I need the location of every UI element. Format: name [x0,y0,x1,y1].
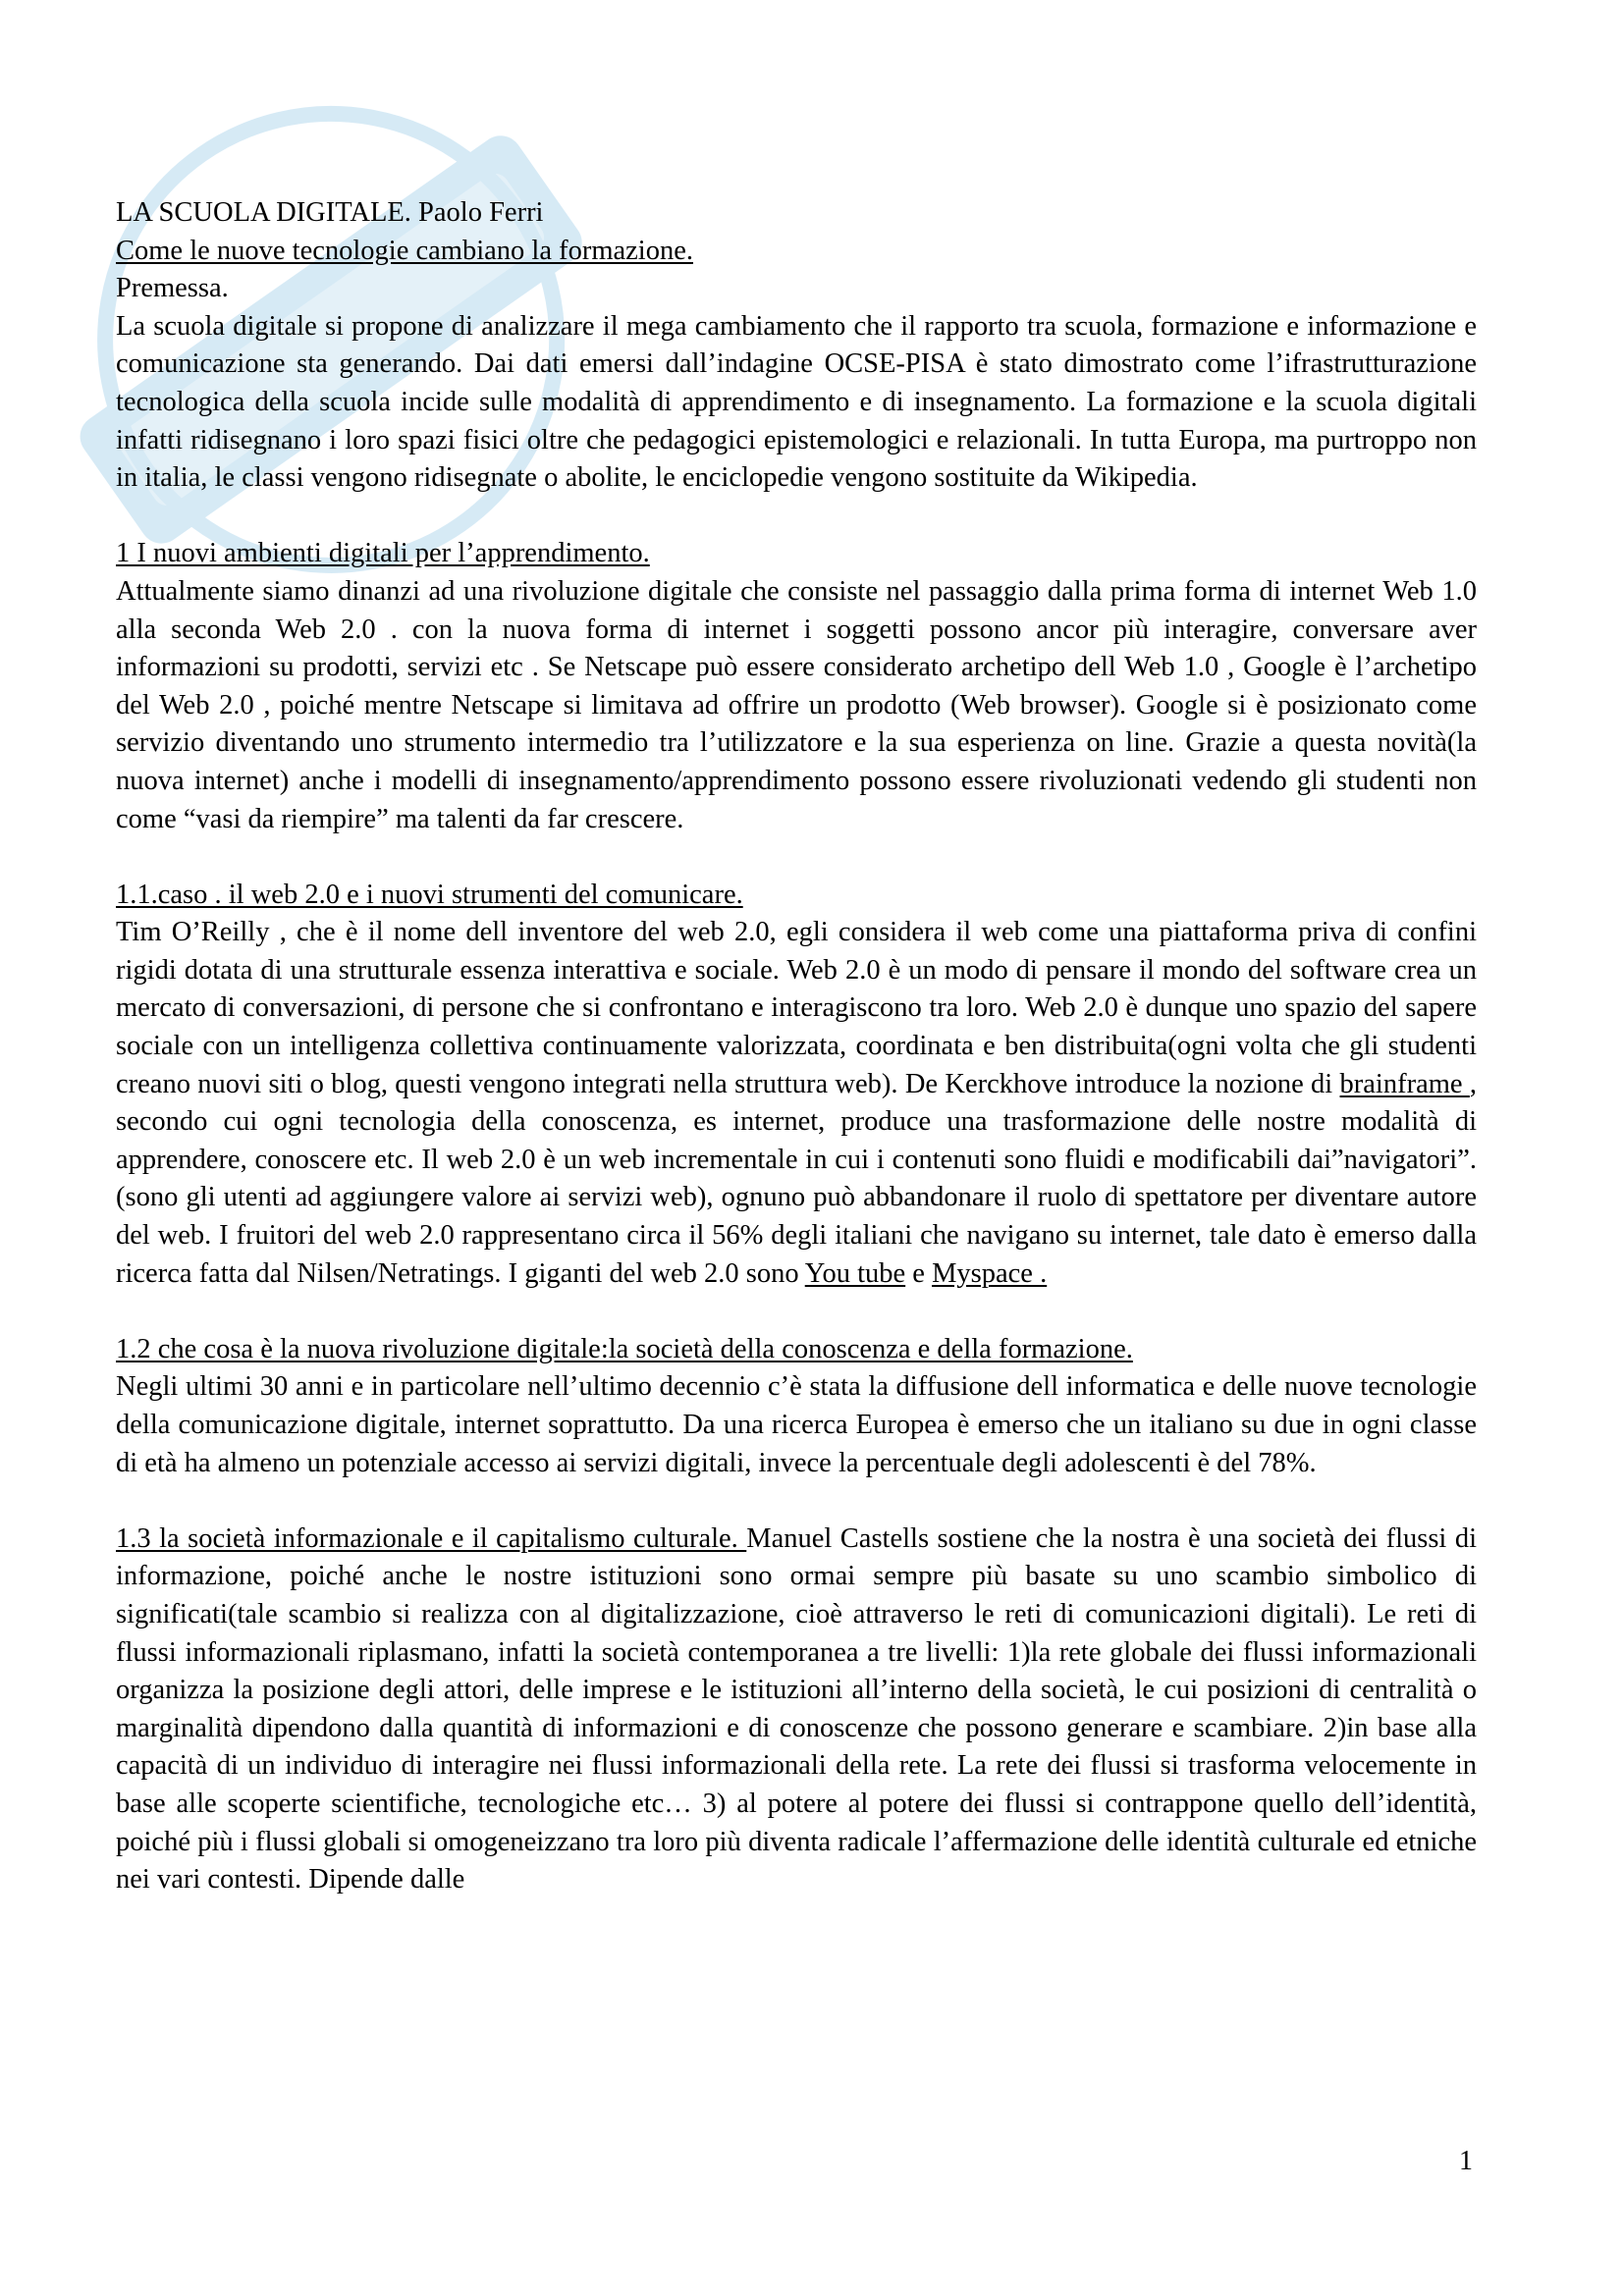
youtube-link[interactable]: You tube [804,1257,906,1289]
section-1-3-heading: 1.3 la società informazionale e il capitalismo culturale. [116,1522,747,1554]
premessa-heading: Premessa. [116,273,229,304]
document-title: LA SCUOLA DIGITALE. Paolo Ferri [116,197,544,228]
document-page [116,194,1477,1899]
section-1-2-paragraph: Negli ultimi 30 anni e in particolare nell’ultimo decennio c’è stata la diffusione dell informatica e delle nuove tecnologie della comunicazione digitale, internet soprattutto. Da una ricerca Europea è emerso che un italiano su due in ogni classe di età ha almeno un potenziale accesso ai servizi digitali, invece la percentuale degli adolescenti è del 78%. [116,1371,1477,1478]
premessa-paragraph: La scuola digitale si propone di analizzare il mega cambiamento che il rapporto tra scuola, formazione e informazione e comunicazione sta generando. Dai dati emersi dall’indagine OCSE-PISA è stato dimostrato come l’ifrastrutturazione tecnologica della scuola incide sulle modalità di apprendimento e di insegnamento. La formazione e la scuola digitali infatti ridisegnano i loro spazi fisici oltre che pedagogici epistemologici e relazionali. In tutta Europa, ma purtroppo non in italia, le classi vengono ridisegnate o abolite, le enciclopedie vengono sostituite da Wikipedia. [116,310,1477,494]
section-1-3-text: Manuel Castells sostiene che la nostra è una società dei flussi di informazione, poiché anche le nostre istituzioni sono ormai sempre più basate su uno scambio simbolico di significati(tale scambio si realizza con al digitalizzazione, cioè attraverso le reti di comunicazioni digitali). Le reti di flussi informazionali riplasmano, infatti la società contemporanea a tre livelli: 1)la rete globale dei flussi informazionali organizza la posizione degli attori, delle imprese e le istituzioni all’interno della società, le cui posizioni di centralità o marginalità dipendono dalla quantità di informazioni e di conoscenze che possono generare e scambiare. 2)in base alla capacità di un individuo di interagire nei flussi informazionali della rete. La rete dei flussi si trasforma velocemente in base alle scoperte scientifiche, tecnologiche etc… 3) al potere al potere dei flussi si contrappone quello dell’identità, poiché più i flussi globali si omogeneizzano tra loro più diventa radicale l’affermazione delle identità culturale ed etniche nei vari contesti. Dipende dalle [116,1522,1477,1896]
document-subtitle: Come le nuove tecnologie cambiano la formazione. [116,235,693,266]
section-1-1-heading: 1.1.caso . il web 2.0 e i nuovi strumenti del comunicare. [116,879,743,910]
section-1-paragraph: Attualmente siamo dinanzi ad una rivoluzione digitale che consiste nel passaggio dalla prima forma di internet Web 1.0 alla seconda Web 2.0 . con la nuova forma di internet i soggetti possono ancor più interagire, conversare aver informazioni su prodotti, servizi etc . Se Netscape può essere considerato archetipo dell Web 1.0 , Google è l’archetipo del Web 2.0 , poiché mentre Netscape si limitava ad offrire un prodotto (Web browser). Google si è posizionato come servizio diventando uno strumento intermedio tra l’utilizzatore e la sua esperienza on line. Grazie a questa novità(la nuova internet) anche i modelli di insegnamento/apprendimento possono essere rivoluzionati vedendo gli studenti non come “vasi da riempire” ma talenti da far crescere. [116,575,1477,834]
section-1-3-paragraph [116,1521,1477,1899]
myspace-link[interactable]: Myspace . [932,1257,1048,1289]
section-1-1-text-c: e [912,1257,925,1289]
section-1-heading: 1 I nuovi ambienti digitali per l’apprendimento. [116,538,650,569]
section-1-2-heading: 1.2 che cosa è la nuova rivoluzione digitale:la società della conoscenza e della formazione. [116,1333,1133,1364]
section-1-1-text-b: , secondo cui ogni tecnologia della conoscenza, es internet, produce una trasformazione delle nostre modalità di apprendere, conoscere etc. Il web 2.0 è un web incrementale in cui i contenuti sono fluidi e modificabili dai”navigatori”. (sono gli utenti ad aggiungere valore ai servizi web), ognuno può abbandonare il ruolo di spettatore per diventare autore del web. I fruitori del web 2.0 rappresentano circa il 56% degli italiani che navigano su internet, tale dato è emerso dalla ricerca fatta dal Nilsen/Netratings. I giganti del web 2.0 sono [116,1068,1477,1289]
page-number: 1 [1459,2146,1473,2176]
brainframe-link[interactable]: brainframe [1339,1068,1470,1099]
section-1-1-paragraph [116,914,1477,1293]
section-1-1-text-a: Tim O’Reilly , che è il nome dell inventore del web 2.0, egli considera il web come una piattaforma priva di confini rigidi dotata di una strutturale essenza interattiva e sociale. Web 2.0 è un modo di pensare il mondo del software crea un mercato di conversazioni, di persone che si confrontano e interagiscono tra loro. Web 2.0 è dunque uno spazio del sapere sociale con un intelligenza collettiva continuamente valorizzata, coordinata e ben distribuita(ogni volta che gli studenti creano nuovi siti o blog, questi vengono integrati nella struttura web). De Kerckhove introduce la nozione di [116,917,1477,1099]
